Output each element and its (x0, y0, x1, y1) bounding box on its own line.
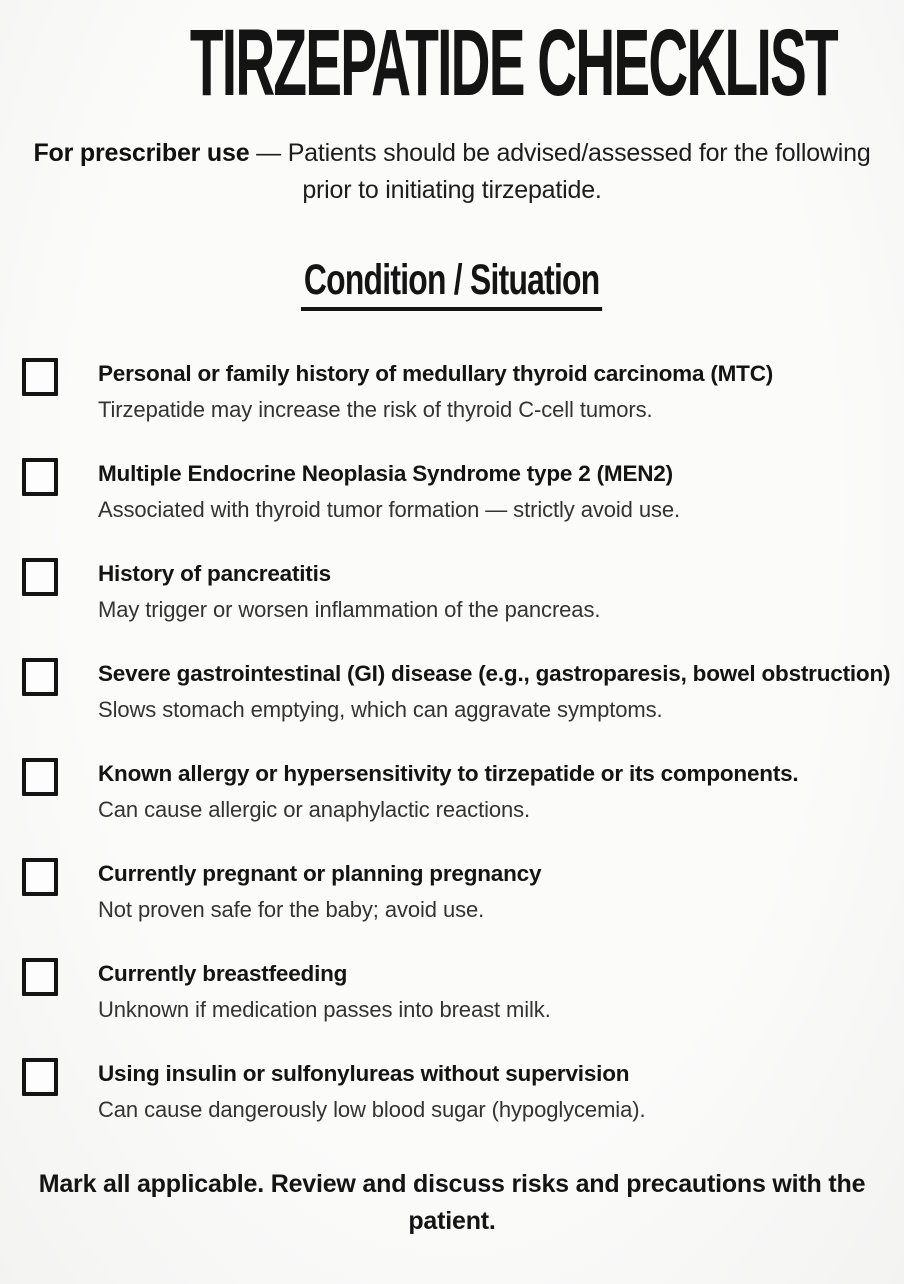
item-description: Tirzepatide may increase the risk of thyroid C-cell tumors. (98, 397, 653, 422)
item-description: Not proven safe for the baby; avoid use. (98, 897, 485, 922)
checklist-item-men2 (22, 455, 894, 528)
item-text (98, 655, 890, 728)
item-title: Personal or family history of medullary thyroid carcinoma (MTC) (98, 361, 774, 386)
item-description: Associated with thyroid tumor formation — strictly avoid use. (98, 497, 681, 522)
item-description: Can cause dangerously low blood sugar (hypoglycemia). (98, 1097, 646, 1122)
checklist-item-gi-disease (22, 655, 894, 728)
checkbox-gi-disease[interactable] (22, 658, 58, 696)
item-title: History of pancreatitis (98, 561, 331, 586)
item-text (98, 855, 541, 928)
checkbox-breastfeeding[interactable] (22, 958, 58, 996)
item-title: Known allergy or hypersensitivity to tirzepatide or its components. (98, 761, 799, 786)
item-text (98, 1055, 645, 1128)
item-text (98, 355, 773, 428)
subtitle-lead: For prescriber use (33, 139, 250, 167)
item-description: Can cause allergic or anaphylactic reactions. (98, 797, 531, 822)
document-header (0, 0, 904, 116)
checkbox-pancreatitis[interactable] (22, 558, 58, 596)
item-title: Currently breastfeeding (98, 961, 348, 986)
item-text (98, 755, 798, 828)
subtitle-rest: — Patients should be advised/assessed for the following prior to initiating tirzepatide. (249, 139, 871, 204)
item-title: Multiple Endocrine Neoplasia Syndrome type 2 (MEN2) (98, 461, 673, 486)
item-text (98, 555, 600, 628)
checklist-item-allergy (22, 755, 894, 828)
checklist-item-pancreatitis (22, 555, 894, 628)
checkbox-allergy[interactable] (22, 758, 58, 796)
section-header: Condition / Situation (301, 259, 602, 311)
checklist-item-insulin (22, 1055, 894, 1128)
item-title: Currently pregnant or planning pregnancy (98, 861, 542, 886)
item-title: Severe gastrointestinal (GI) disease (e.g., gastroparesis, bowel obstruction) (98, 661, 891, 686)
item-description: Slows stomach emptying, which can aggravate symptoms. (98, 697, 663, 722)
document-subtitle (26, 135, 878, 209)
item-description: May trigger or worsen inflammation of the pancreas. (98, 597, 601, 622)
item-text (98, 955, 551, 1028)
checklist-item-pregnancy (22, 855, 894, 928)
checklist-item-breastfeeding (22, 955, 894, 1028)
item-description: Unknown if medication passes into breast milk. (98, 997, 551, 1022)
checkbox-pregnancy[interactable] (22, 858, 58, 896)
item-text (98, 455, 680, 528)
page-title: TIRZEPATIDE CHECKLIST (189, 10, 837, 116)
footer-instruction: Mark all applicable. Review and discuss risks and precautions with the patient. (38, 1170, 866, 1235)
checkbox-insulin[interactable] (22, 1058, 58, 1096)
checklist-item-mtc (22, 355, 894, 428)
condition-checklist (22, 355, 894, 1128)
checkbox-men2[interactable] (22, 458, 58, 496)
section-header-wrap (0, 256, 904, 311)
checkbox-mtc[interactable] (22, 358, 58, 396)
item-title: Using insulin or sulfonylureas without supervision (98, 1061, 630, 1086)
